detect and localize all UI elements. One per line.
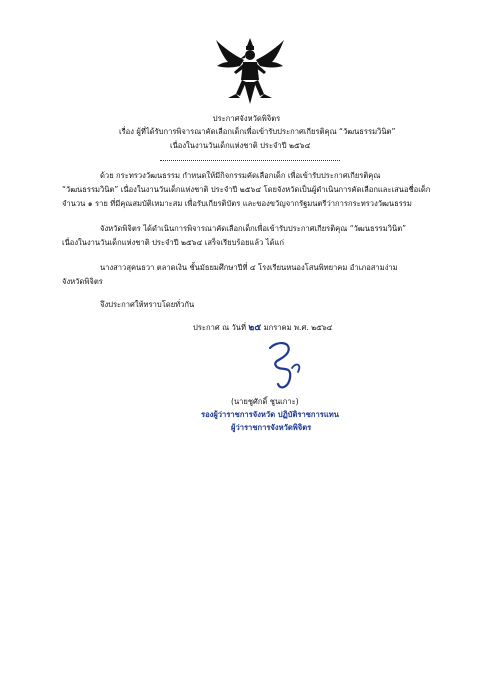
- paragraph-4: จึงประกาศให้ทราบโดยทั่วกัน: [100, 300, 195, 309]
- garuda-emblem-icon: [214, 36, 286, 110]
- document-title: ประกาศจังหวัดพิจิตร: [212, 114, 281, 123]
- subject-line-2: เนื่องในงานวันเด็กแห่งชาติ ประจำปี ๒๕๖๔: [170, 141, 311, 150]
- date-line: [193, 323, 332, 333]
- date-prefix: ประกาศ ณ วันที่: [193, 323, 246, 332]
- paragraph-1-line-1: ด้วย กระทรวงวัฒนธรรม กำหนดให้มีกิจกรรมคัดเลือกเด็ก เพื่อเข้ารับประกาศเกียรติคุณ: [100, 171, 381, 180]
- date-suffix: มกราคม พ.ศ. ๒๕๖๔: [263, 323, 333, 332]
- subject-line-1: [119, 127, 395, 137]
- divider-dotted: [160, 160, 340, 161]
- subject-prefix: เรื่อง: [119, 127, 134, 136]
- paragraph-1-line-3: จำนวน ๑ ราย ที่มีคุณสมบัติเหมาะสม เพื่อรับเกียรติบัตร และของขวัญจากรัฐมนตรีว่าการกระทรวงวัฒนธรรม: [62, 199, 412, 208]
- handwritten-signature-icon: [262, 338, 306, 394]
- paragraph-2-line-1: จังหวัดพิจิตร ได้ดำเนินการพิจารณาคัดเลือกเด็กเพื่อเข้ารับประกาศเกียรติคุณ “วัฒนธรรมวินิต”: [100, 224, 407, 233]
- date-day: ๒๕: [248, 323, 262, 333]
- paragraph-2-line-2: เนื่องในงานวันเด็กแห่งชาติ ประจำปี ๒๕๖๔ เสร็จเรียบร้อยแล้ว ได้แก่: [62, 238, 284, 247]
- signatory-position-2: ผู้ว่าราชการจังหวัดพิจิตร: [231, 423, 312, 432]
- paragraph-1-line-2: “วัฒนธรรมวินิต” เนื่องในงานวันเด็กแห่งชาติ ประจำปี ๒๕๖๔ โดยจังหวัดเป็นผู้ดำเนินการคัดเลือกและเสนอชื่อเด็ก: [62, 185, 431, 194]
- subject-text: ผู้ที่ได้รับการพิจารณาคัดเลือกเด็กเพื่อเข้ารับประกาศเกียรติคุณ “วัฒนธรรมวินิต”: [136, 127, 396, 136]
- paragraph-3-line-1: นางสาวสุคนธวา ตลาดเงิน ชั้นมัธยมศึกษาปีที่ ๔ โรงเรียนหนองโสนพิทยาคม อำเภอสามง่าม: [100, 263, 398, 272]
- paragraph-3-line-2: จังหวัดพิจิตร: [62, 277, 103, 286]
- signatory-position-1: รองผู้ว่าราชการจังหวัด ปฏิบัติราชการแทน: [201, 410, 339, 419]
- signatory-name: (นายชูศักดิ์ ชูนเกาะ): [231, 397, 299, 406]
